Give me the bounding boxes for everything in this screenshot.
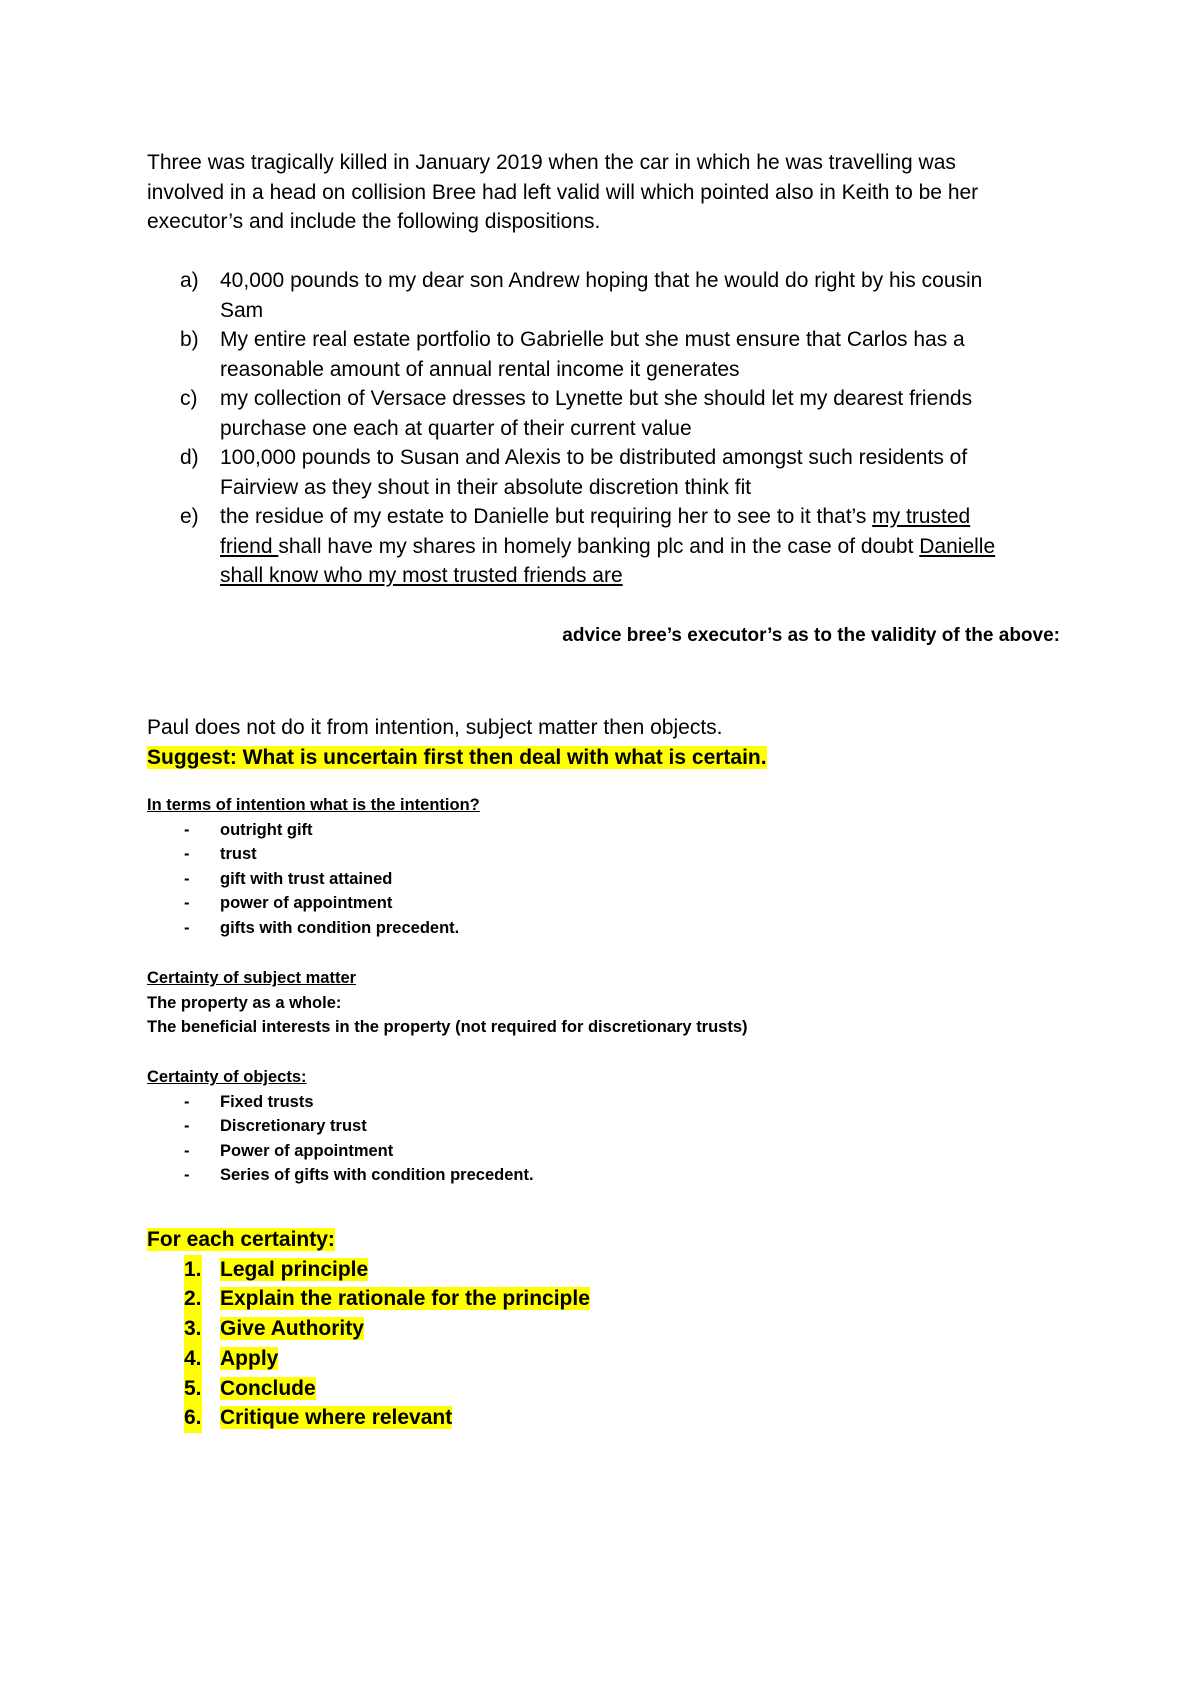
list-marker: b) xyxy=(180,328,199,351)
list-item-text: gifts with condition precedent. xyxy=(220,918,460,937)
intro-line: executor’s and include the following dispositions. xyxy=(147,210,601,233)
step-number: 6. xyxy=(184,1403,202,1433)
disposition-item xyxy=(147,443,1067,502)
step-text: Give Authority xyxy=(220,1317,364,1341)
list-item: - gift with trust attained xyxy=(184,869,393,888)
disposition-text: reasonable amount of annual rental income it generates xyxy=(220,357,740,381)
list-item-text: outright gift xyxy=(220,820,313,839)
dispositions-list xyxy=(147,266,1067,591)
disposition-text: My entire real estate portfolio to Gabrielle but she must ensure that Carlos has a xyxy=(220,328,965,351)
list-item: - Series of gifts with condition precedent. xyxy=(184,1166,534,1184)
list-item-text: gift with trust attained xyxy=(220,869,393,888)
objects-list xyxy=(147,1090,534,1188)
step-item xyxy=(147,1374,590,1404)
list-item-text: Power of appointment xyxy=(220,1141,394,1160)
list-marker: e) xyxy=(180,505,199,528)
objects-section xyxy=(147,1065,534,1188)
section-heading: In terms of intention what is the intention? xyxy=(147,796,480,814)
list-item-text: Series of gifts with condition precedent. xyxy=(220,1166,534,1184)
step-text: Apply xyxy=(220,1346,279,1370)
list-marker: c) xyxy=(180,387,198,410)
step-number: 3. xyxy=(184,1314,202,1344)
section-line: The property as a whole: xyxy=(147,993,342,1012)
list-item-text: power of appointment xyxy=(220,894,393,912)
list-item-text: Fixed trusts xyxy=(220,1092,314,1111)
step-text: Conclude xyxy=(220,1376,316,1400)
section-line: The beneficial interests in the property (not required for discretionary trusts) xyxy=(147,1018,748,1036)
intro-paragraph xyxy=(147,148,1057,237)
step-item xyxy=(147,1284,590,1314)
list-item-text: Discretionary trust xyxy=(220,1117,367,1135)
disposition-item xyxy=(147,384,1067,443)
step-number: 1. xyxy=(184,1255,202,1285)
list-item: - power of appointment xyxy=(184,894,393,912)
list-marker: a) xyxy=(180,269,199,292)
disposition-text: purchase one each at quarter of their current value xyxy=(220,416,692,440)
section-heading: Certainty of subject matter xyxy=(147,969,357,987)
section-heading: Certainty of objects: xyxy=(147,1068,307,1086)
list-item: - gifts with condition precedent. xyxy=(184,918,460,937)
disposition-text: Fairview as they shout in their absolute discretion think fit xyxy=(220,475,752,499)
disposition-text: shall have my shares in homely banking plc and in the case of doubt xyxy=(278,534,920,558)
certainty-steps xyxy=(147,1225,590,1433)
step-item xyxy=(147,1403,590,1433)
disposition-text: Sam xyxy=(220,298,264,322)
intro-line: involved in a head on collision Bree had left valid will which pointed also in Keith to be her xyxy=(147,180,979,204)
steps-heading: For each certainty: xyxy=(147,1228,335,1251)
disposition-item xyxy=(147,266,1067,325)
step-text: Explain the rationale for the principle xyxy=(220,1287,590,1311)
step-number: 4. xyxy=(184,1344,202,1374)
intention-list xyxy=(147,818,480,941)
list-item: - Discretionary trust xyxy=(184,1117,367,1135)
list-item: - Power of appointment xyxy=(184,1141,394,1160)
step-item xyxy=(147,1255,590,1285)
disposition-text: my collection of Versace dresses to Lynette but she should let my dearest friends xyxy=(220,387,973,410)
disposition-text: the residue of my estate to Danielle but requiring her to see to it that’s xyxy=(220,505,873,528)
list-item: - outright gift xyxy=(184,820,313,839)
steps-list xyxy=(147,1255,590,1433)
step-text: Legal principle xyxy=(220,1257,369,1281)
subject-matter-section xyxy=(147,966,748,1040)
step-item xyxy=(147,1344,590,1374)
list-item: - Fixed trusts xyxy=(184,1092,314,1111)
disposition-item xyxy=(147,325,1067,384)
underlined-phrase: Danielle xyxy=(919,534,996,558)
disposition-text: 40,000 pounds to my dear son Andrew hoping that he would do right by his cousin xyxy=(220,269,983,292)
approach-note xyxy=(147,713,767,773)
underlined-phrase: friend xyxy=(220,534,279,558)
disposition-text: 100,000 pounds to Susan and Alexis to be distributed amongst such residents of xyxy=(220,446,968,469)
step-number: 5. xyxy=(184,1374,202,1404)
step-text: Critique where relevant xyxy=(220,1406,453,1430)
suggest-highlight: Suggest: What is uncertain first then deal with what is certain. xyxy=(147,746,767,769)
list-item-text: trust xyxy=(220,845,257,863)
approach-line: Paul does not do it from intention, subject matter then objects. xyxy=(147,716,723,739)
underlined-phrase: shall know who my most trusted friends are xyxy=(220,564,623,587)
list-marker: d) xyxy=(180,446,199,469)
underlined-phrase: my trusted xyxy=(872,505,971,528)
intention-section xyxy=(147,793,480,940)
intro-line: Three was tragically killed in January 2019 when the car in which he was travelling was xyxy=(147,151,956,174)
step-number: 2. xyxy=(184,1284,202,1314)
task-instruction: advice bree’s executor’s as to the validity of the above: xyxy=(562,625,1060,646)
step-item xyxy=(147,1314,590,1344)
list-item: - trust xyxy=(184,845,257,863)
disposition-item xyxy=(147,502,1067,591)
